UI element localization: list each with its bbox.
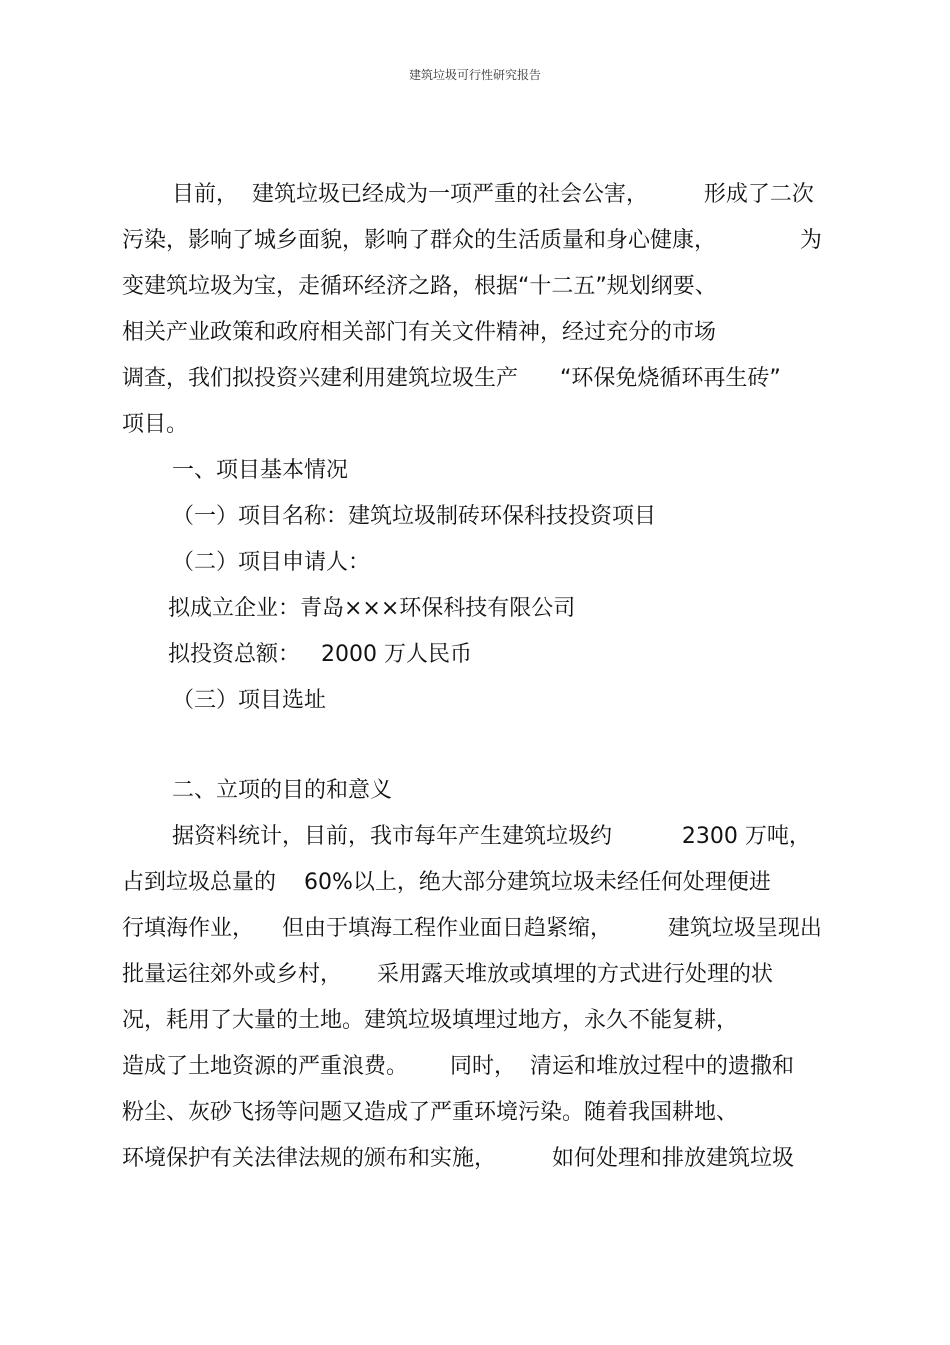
paragraph-line: 况，耗用了大量的土地。建筑垃圾填埋过地方，永久不能复耕， bbox=[122, 1008, 739, 1033]
paragraph-line: 污染，影响了城乡面貌，影响了群众的生活质量和身心健康， 为 bbox=[122, 228, 822, 253]
section-heading: 二、立项的目的和意义 bbox=[172, 778, 393, 803]
paragraph-line: 调查，我们拟投资兴建利用建筑垃圾生产 “环保免烧循环再生砖” bbox=[122, 366, 781, 391]
paragraph-line: 占到垃圾总量的 60%以上，绝大部分建筑垃圾未经任何处理便进 bbox=[122, 870, 771, 895]
paragraph-line: 环境保护有关法律法规的颁布和实施， 如何处理和排放建筑垃圾 bbox=[122, 1146, 794, 1171]
paragraph-line: 造成了土地资源的严重浪费。 同时， 清运和堆放过程中的遗撒和 bbox=[122, 1054, 794, 1079]
paragraph-line: 目前， 建筑垃圾已经成为一项严重的社会公害， 形成了二次 bbox=[172, 182, 814, 207]
paragraph-line: 行填海作业， 但由于填海工程作业面日趋紧缩， 建筑垃圾呈现出 bbox=[122, 916, 822, 941]
paragraph-line: 相关产业政策和政府相关部门有关文件精神，经过充分的市场 bbox=[122, 320, 717, 345]
paragraph-line: 项目。 bbox=[122, 412, 189, 437]
detail-line: 拟投资总额： 2000 万人民币 bbox=[168, 642, 472, 667]
paragraph-line: 粉尘、灰砂飞扬等问题又造成了严重环境污染。随着我国耕地、 bbox=[122, 1100, 739, 1125]
section-heading: 一、项目基本情况 bbox=[172, 458, 349, 483]
paragraph-line: 据资料统计，目前，我市每年产生建筑垃圾约 2300 万吨， bbox=[172, 824, 811, 849]
subsection-heading: （三）项目选址 bbox=[172, 688, 327, 713]
subsection-heading: （二）项目申请人： bbox=[172, 550, 371, 575]
page-header: 建筑垃圾可行性研究报告 bbox=[408, 68, 541, 82]
paragraph-line: 批量运往郊外或乡村， 采用露天堆放或填埋的方式进行处理的状 bbox=[122, 962, 773, 987]
subsection-heading: （一）项目名称：建筑垃圾制砖环保科技投资项目 bbox=[172, 504, 657, 529]
detail-line: 拟成立企业：青岛×××环保科技有限公司 bbox=[168, 596, 576, 621]
paragraph-line: 变建筑垃圾为宝，走循环经济之路，根据“十二五”规划纲要、 bbox=[122, 274, 717, 299]
